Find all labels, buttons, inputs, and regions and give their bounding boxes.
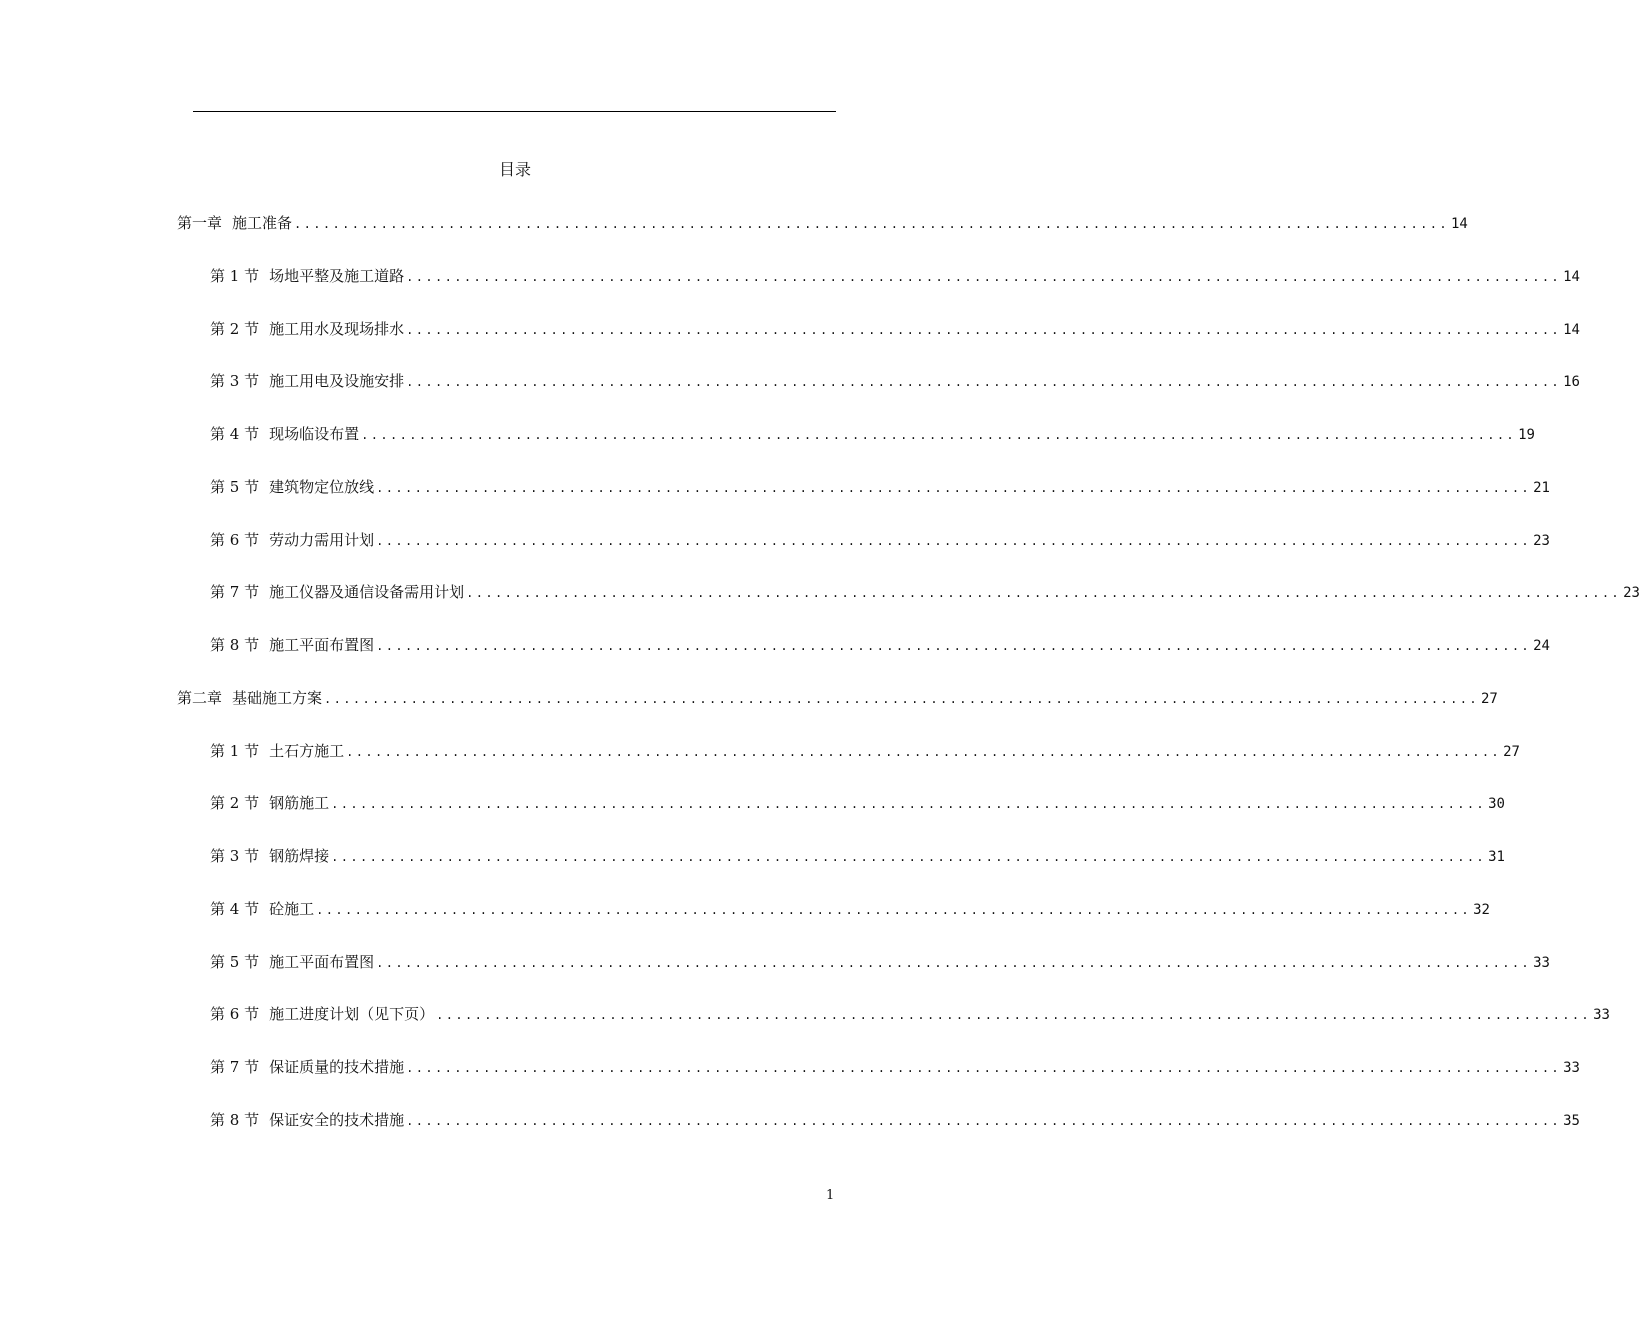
toc-dot-leader: ........................................................................................................................: [361, 428, 1517, 442]
toc-entry-number: 第 2 节: [210, 794, 260, 813]
toc-section-entry[interactable]: [210, 1056, 1580, 1078]
toc-section-entry[interactable]: [210, 898, 1490, 920]
toc-entry-title: 施工进度计划（见下页）: [269, 1005, 435, 1024]
toc-section-entry[interactable]: [210, 318, 1580, 340]
toc-entry-page: 27: [1503, 743, 1520, 760]
toc-entry-page: 24: [1533, 638, 1550, 654]
toc-entry-number: 第 5 节: [210, 952, 260, 971]
toc-section-entry[interactable]: [210, 1109, 1580, 1131]
toc-entry-number: 第 3 节: [210, 847, 260, 865]
toc-entry-number: 第 4 节: [210, 899, 260, 918]
toc-title: 目录: [498, 160, 531, 179]
toc-dot-leader: ........................................................................................................................: [294, 217, 1449, 231]
toc-entry-title: 施工用电及设施安排: [269, 372, 405, 391]
toc-entry-page: 33: [1533, 954, 1550, 971]
toc-entry-number: 第 6 节: [210, 530, 260, 549]
toc-dot-leader: ........................................................................................................................: [324, 691, 1479, 706]
toc-entry-title: 场地平整及施工道路: [269, 266, 405, 285]
toc-entry-page: 21: [1533, 479, 1550, 496]
toc-entry-page: 33: [1593, 1007, 1610, 1024]
toc-entry-page: 27: [1480, 690, 1498, 707]
toc-dot-leader: ........................................................................................................................: [316, 902, 1472, 917]
toc-section-entry[interactable]: [210, 1003, 1610, 1025]
toc-entry-number: 第 7 节: [210, 1058, 260, 1076]
toc-entry-title: 土石方施工: [269, 741, 345, 760]
toc-entry-page: 33: [1563, 1060, 1580, 1076]
toc-entry-number: 第 7 节: [210, 583, 260, 602]
toc-entry-page: 23: [1533, 532, 1550, 549]
toc-dot-leader: ........................................................................................................................: [406, 1061, 1562, 1075]
toc-entry-page: 30: [1488, 796, 1505, 813]
toc-entry-number: 第 2 节: [210, 319, 260, 338]
toc-entry-page: 23: [1623, 585, 1640, 602]
toc-entry-number: 第 1 节: [210, 741, 260, 760]
toc-section-entry[interactable]: [210, 581, 1640, 603]
toc-entry-number: 第 8 节: [210, 636, 260, 654]
toc-entry-number: 第 8 节: [210, 1110, 260, 1129]
toc-entry-page: 19: [1518, 427, 1535, 443]
toc-entry-title: 建筑物定位放线: [269, 477, 375, 496]
toc-chapter-entry[interactable]: [177, 212, 1468, 234]
toc-entry-number: 第一章: [177, 214, 223, 232]
toc-dot-leader: ........................................................................................................................: [406, 322, 1562, 337]
toc-dot-leader: ........................................................................................................................: [331, 850, 1487, 864]
toc-entry-page: 32: [1473, 901, 1490, 918]
toc-dot-leader: ........................................................................................................................: [331, 797, 1487, 812]
toc-entry-page: 31: [1488, 849, 1505, 865]
toc-entry-title: 钢筋焊接: [269, 847, 330, 865]
toc-entry-title: 砼施工: [269, 899, 315, 918]
toc-entry-title: 钢筋施工: [269, 794, 330, 813]
toc-entry-number: 第 5 节: [210, 477, 260, 496]
toc-section-entry[interactable]: [210, 634, 1550, 656]
toc-section-entry[interactable]: [210, 740, 1520, 762]
toc-dot-leader: ........................................................................................................................: [406, 269, 1562, 284]
toc-dot-leader: ........................................................................................................................: [346, 744, 1502, 759]
toc-chapter-entry[interactable]: [177, 687, 1498, 709]
toc-section-entry[interactable]: [210, 476, 1550, 498]
toc-section-entry[interactable]: [210, 423, 1535, 445]
toc-section-entry[interactable]: [210, 792, 1505, 814]
toc-section-entry[interactable]: [210, 370, 1580, 392]
toc-entry-title: 施工平面布置图: [269, 636, 375, 654]
toc-dot-leader: ........................................................................................................................: [376, 639, 1532, 653]
toc-entry-page: 16: [1563, 374, 1580, 391]
toc-entry-title: 施工准备: [232, 214, 293, 232]
toc-dot-leader: ........................................................................................................................: [376, 533, 1532, 548]
toc-dot-leader: ........................................................................................................................: [436, 1008, 1592, 1023]
toc-dot-leader: ........................................................................................................................: [376, 955, 1532, 970]
toc-entry-title: 保证质量的技术措施: [269, 1058, 405, 1076]
toc-entry-title: 施工平面布置图: [269, 952, 375, 971]
toc-dot-leader: ........................................................................................................................: [376, 480, 1532, 495]
toc-entry-page: 14: [1450, 216, 1468, 232]
toc-entry-title: 劳动力需用计划: [269, 530, 375, 549]
toc-entry-number: 第 3 节: [210, 372, 260, 391]
toc-entry-page: 14: [1563, 268, 1580, 285]
toc-entry-title: 施工用水及现场排水: [269, 319, 405, 338]
toc-entry-title: 保证安全的技术措施: [269, 1110, 405, 1129]
toc-entry-number: 第 1 节: [210, 266, 260, 285]
toc-entry-title: 基础施工方案: [232, 688, 323, 707]
toc-section-entry[interactable]: [210, 845, 1505, 867]
toc-entry-page: 14: [1563, 321, 1580, 338]
toc-dot-leader: ........................................................................................................................: [466, 586, 1622, 601]
toc-entry-page: 35: [1563, 1112, 1580, 1129]
toc-dot-leader: ........................................................................................................................: [406, 375, 1562, 390]
toc-section-entry[interactable]: [210, 529, 1550, 551]
toc-entry-number: 第二章: [177, 688, 223, 707]
toc-entry-number: 第 4 节: [210, 425, 260, 443]
toc-section-entry[interactable]: [210, 265, 1580, 287]
page-number: 1: [826, 1188, 835, 1203]
toc-section-entry[interactable]: [210, 951, 1550, 973]
toc-dot-leader: ........................................................................................................................: [406, 1113, 1562, 1128]
toc-entry-number: 第 6 节: [210, 1005, 260, 1024]
toc-entry-title: 施工仪器及通信设备需用计划: [269, 583, 465, 602]
toc-entry-title: 现场临设布置: [269, 425, 360, 443]
